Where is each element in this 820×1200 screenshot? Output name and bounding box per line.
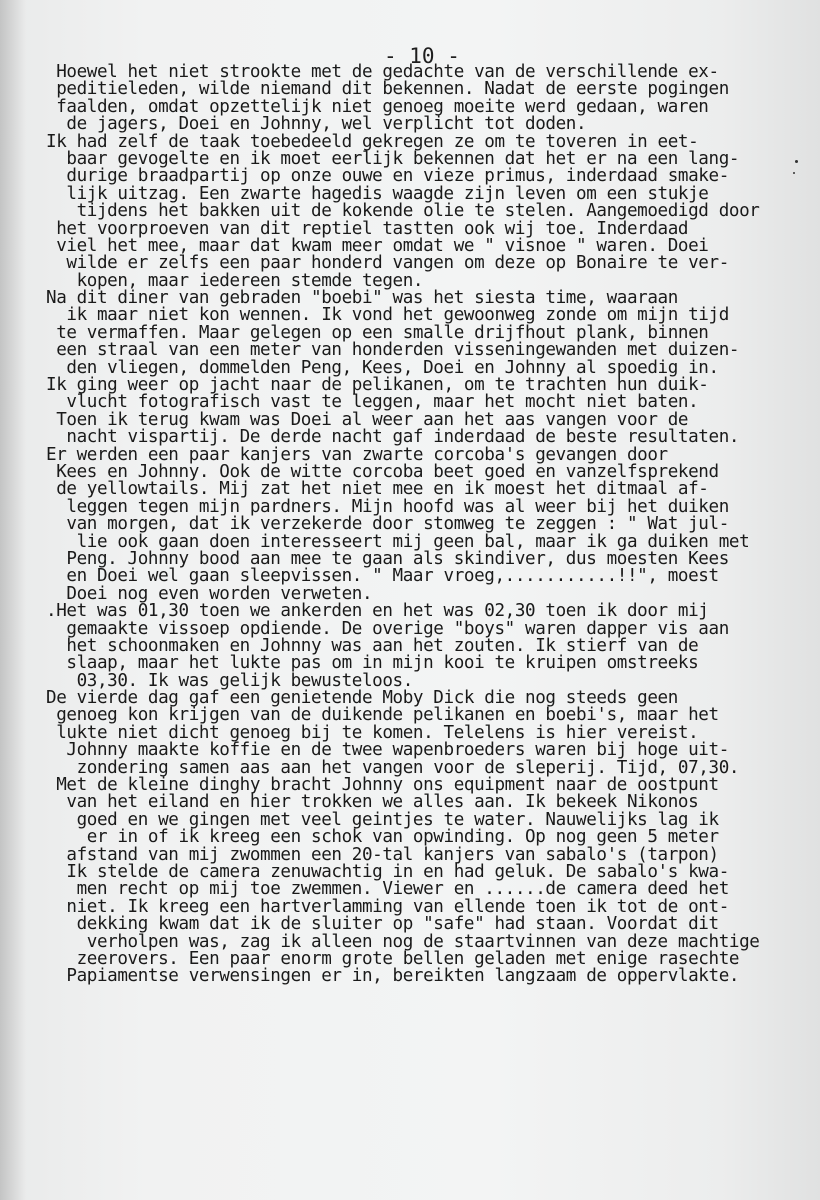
text-line: durige braadpartij op onze ouwe en vieze primus, inderdaad smake- [46,166,729,187]
text-line: tijdens het bakken uit de kokende olie te stelen. Aangemoedigd door [46,201,760,222]
text-line: Na dit diner van gebraden "boebi" was het siesta time, waaraan [46,288,678,309]
page-edge-shadow [0,0,26,1200]
stray-mark [795,160,798,163]
text-line: gemaakte vissoep opdiende. De overige "boys" waren dapper vis aan [46,618,729,639]
text-line: de yellowtails. Mij zat het niet mee en ik moest het ditmaal af- [46,479,709,500]
text-line: Toen ik terug kwam was Doei al weer aan het aas vangen voor de [46,409,689,430]
text-line: lie ook gaan doen interesseert mij geen bal, maar ik ga duiken met [46,531,750,552]
text-line: niet. Ik kreeg een hartverlamming van ellende toen ik tot de ont- [46,896,729,917]
text-line: .Het was 01,30 toen we ankerden en het was 02,30 toen ik door mij [46,601,709,622]
stray-mark [793,172,795,174]
text-line: er in of ik kreeg een schok van opwinding. Op nog geen 5 meter [46,827,719,848]
page-number: - 10 - [384,44,460,68]
text-line: genoeg kon krijgen van de duikende pelikanen en boebi's, maar het [46,705,719,726]
text-line: nacht vispartij. De derde nacht gaf inderdaad de beste resultaten. [46,427,740,448]
text-line: wilde er zelfs een paar honderd vangen om deze op Bonaire te ver- [46,253,729,274]
text-line: Hoewel het niet strookte met de gedachte van de verschillende ex- [46,62,719,82]
text-line: Met de kleine dinghy bracht Johnny ons equipment naar de oostpunt [46,775,719,796]
text-line: het schoonmaken en Johnny was aan het zouten. Ik stierf van de [46,635,699,656]
text-line: het voorproeven van dit reptiel tastten ook wij toe. Inderdaad [46,218,689,239]
text-line: vlucht fotografisch vast te leggen, maar het mocht niet baten. [46,392,699,413]
text-line: Papiamentse verwensingen er in, bereikten langzaam de oppervlakte. [46,966,740,987]
text-line: dekking kwam dat ik de sluiter op "safe" had staan. Voordat dit [46,914,719,935]
text-line: kopen, maar iedereen stemde tegen. [46,270,424,291]
text-line: een straal van een meter van honderden visseningewanden met duizen- [46,340,740,361]
text-line: men recht op mij toe zwemmen. Viewer en ......de camera deed het [46,879,729,900]
text-line: Peng. Johnny bood aan mee te gaan als skindiver, dus moesten Kees [46,548,729,569]
text-line: peditieleden, wilde niemand dit bekennen. Nadat de eerste pogingen [46,79,729,100]
text-line: slaap, maar het lukte pas om in mijn kooi te kruipen omstreeks [46,653,699,674]
text-line: baar gevogelte en ik moet eerlijk bekennen dat het er na een lang- [46,148,740,169]
text-line: viel het mee, maar dat kwam meer omdat we " visnoe " waren. Doei [46,235,709,256]
text-line: lukte niet dicht genoeg bij te komen. Telelens is hier vereist. [46,722,699,743]
text-line: Johnny maakte koffie en de twee wapenbroeders waren bij hoge uit- [46,740,729,761]
text-line: den vliegen, dommelden Peng, Kees, Doei en Johnny al spoedig in. [46,357,719,378]
text-line: te vermaffen. Maar gelegen op een smalle drijfhout plank, binnen [46,322,709,343]
text-line: leggen tegen mijn pardners. Mijn hoofd was al weer bij het duiken [46,496,729,517]
text-line: afstand van mij zwommen een 20-tal kanjers van sabalo's (tarpon) [46,844,719,865]
text-line: van morgen, dat ik verzekerde door stomweg te zeggen : " Wat jul- [46,514,729,535]
text-line: verholpen was, zag ik alleen nog de staartvinnen van deze machtige [46,931,760,952]
text-line: van het eiland en hier trokken we alles aan. Ik bekeek Nikonos [46,792,699,813]
text-line: ik maar niet kon wennen. Ik vond het gewoonweg zonde om mijn tijd [46,305,729,326]
text-line: zondering samen aas aan het vangen voor de sleperij. Tijd, 07,30. [46,757,740,778]
text-line: Ik had zelf de taak toebedeeld gekregen ze om te toveren in eet- [46,131,699,152]
text-line: Doei nog even worden verweten. [46,583,373,604]
text-line: Er werden een paar kanjers van zwarte corcoba's gevangen door [46,444,668,465]
text-line: Ik ging weer op jacht naar de pelikanen, om te trachten hun duik- [46,375,709,396]
text-line: goed en we gingen met veel geintjes te water. Nauwelijks lag ik [46,809,719,830]
text-line: Ik stelde de camera zenuwachtig in en had geluk. De sabalo's kwa- [46,861,729,882]
body-text [46,64,806,986]
text-line: zeerovers. Een paar enorm grote bellen geladen met enige rasechte [46,948,740,969]
text-line: Kees en Johnny. Ook de witte corcoba beet goed en vanzelfsprekend [46,461,719,482]
text-line: 03,30. Ik was gelijk bewusteloos. [46,670,413,691]
text-line: lijk uitzag. Een zwarte hagedis waagde zijn leven om een stukje [46,183,709,204]
text-line: faalden, omdat opzettelijk niet genoeg moeite werd gedaan, waren [46,96,709,117]
text-line: de jagers, Doei en Johnny, wel verplicht tot doden. [46,114,587,135]
text-line: De vierde dag gaf een genietende Moby Dick die nog steeds geen [46,688,678,709]
text-line: en Doei wel gaan sleepvissen. " Maar vroeg,...........!!", moest [46,566,719,587]
